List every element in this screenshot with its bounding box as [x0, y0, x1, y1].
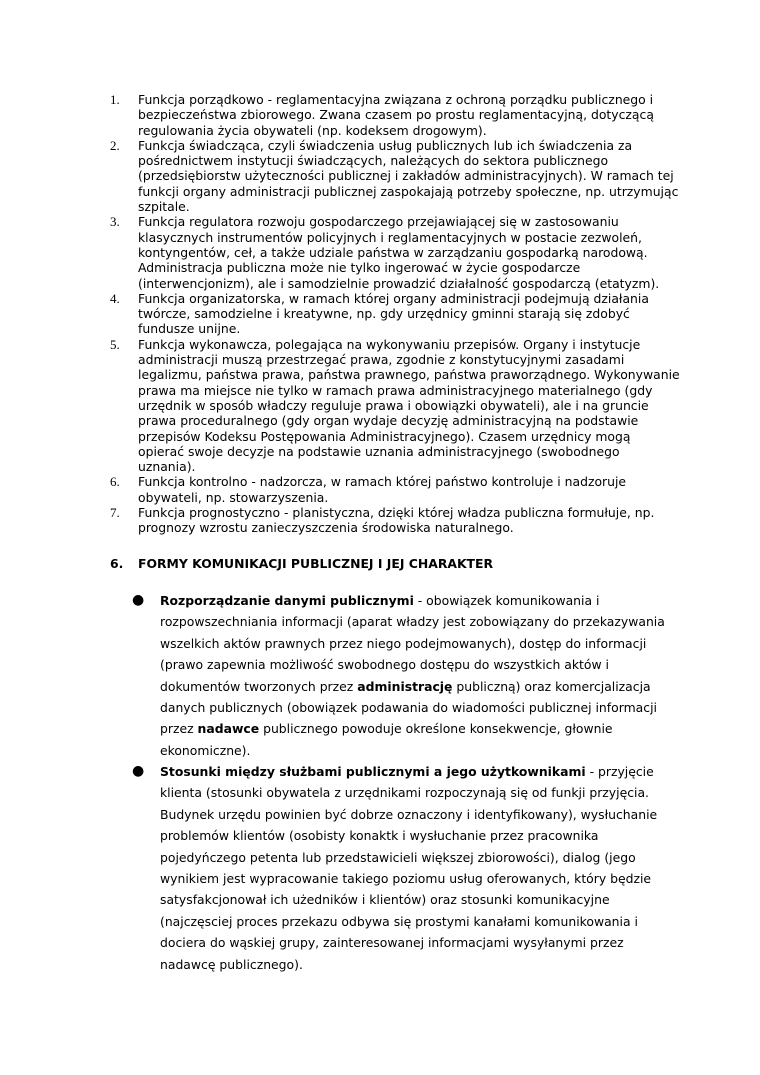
bullet-text: Stosunki między służbami publicznymi a jego użytkownikami - przyjęcie klienta (stosunki obywatela z urzędnikami rozpoczynają się od funkji przyjęcia. Budynek urzędu powinien być dobrze oznaczony i identyfikowany), wysłuchanie problemów klientów (osobisty konaktk i wysłuchanie przez pracownika pojedyńczego petenta lub przedstawicieli większej zbiorowości), dialog (jego wynikiem jest wypracowanie takiego poziomu usług oferowanych, który będzie satysfakcjonował ich użedników i klientów) oraz stosunki komunikacyjne (najczęsciej proces przekazu odbywa się prostymi kanałami komunikowania i dociera do wąskiej grupy, zainteresowanej informacjami wysyłanymi przez nadawcę publicznego).	[160, 764, 658, 972]
list-item-text: Funkcja organizatorska, w ramach której organy administracji podejmują działania twórcze, samodzielne i kreatywne, np. gdy urzędnicy gminni starają się zdobyć fundusze unijne.	[138, 290, 649, 337]
bullet-icon: ●	[132, 592, 145, 608]
bullet-item	[132, 761, 677, 975]
bullet-icon: ●	[132, 763, 145, 779]
list-item: 1. Funkcja porządkowo - reglamentacyjna związana z ochroną porządku publicznego i bezpieczeństwa zbiorowego. Zwana czasem po prostu reglamentacyjną, dotyczącą regulowania życia obywateli (np. kodeksem drogowym).	[110, 92, 654, 138]
list-item-text: Funkcja porządkowo - reglamentacyjna związana z ochroną porządku publicznego i bezpieczeństwa zbiorowego. Zwana czasem po prostu reglamentacyjną, dotyczącą regulowania życia obywateli (np. kodeksem drogowym).	[138, 92, 654, 138]
list-item: 7. Funkcja prognostyczno - planistyczna, dzięki której władza publiczna formułuje, np. prognozy wzrostu zanieczyszczenia środowiska naturalnego.	[110, 505, 655, 536]
functions-list	[110, 92, 680, 536]
bullet-text: Rozporządzanie danymi publicznymi - obowiązek komunikowania i rozpowszechniania informacji (aparat władzy jest zobowiązany do przekazywania wszelkich aktów prawnych przez niego podejmowanych), dostęp do informacji (prawo zapewnia możliwość swobodnego dostępu do wszystkich aktów i dokumentów tworzonych przez administrację publiczną) oraz komercjalizacja danych publicznych (obowiązek podawania do wiadomości publicznej informacji przez nadawce publicznego powoduje określone konsekwencje, głownie ekonomiczne).	[160, 593, 665, 758]
list-item: 5. Funkcja wykonawcza, polegająca na wykonywaniu przepisów. Organy i instytucje administracji muszą przestrzegać prawa, zgodnie z konstytucyjnymi zasadami legalizmu, państwa prawa, państwa prawnego, państwa praworządnego. Wykonywanie prawa ma miejsce nie tylko w ramach prawa administracyjnego materialnego (gdy urzędnik w sposób władczy reguluje prawa i obowiązki obywateli), ale i na gruncie prawa proceduralnego (gdy organ wydaje decyzję administracyjną na podstawie przepisów Kodeksu Postępowania Administracyjnego). Czasem urzędnicy mogą opierać swoje decyzje na podstawie uznania administracyjnego (swobodnego uznania).	[110, 336, 680, 475]
section-number: 6.	[110, 556, 124, 571]
list-item: 6. Funkcja kontrolno - nadzorcza, w ramach której państwo kontroluje i nadzoruje obywateli, np. stowarzyszenia.	[110, 474, 627, 505]
section-title: FORMY KOMUNIKACJI PUBLICZNEJ I JEJ CHARAKTER	[138, 556, 494, 571]
list-item-text: Funkcja prognostyczno - planistyczna, dzięki której władza publiczna formułuje, np. prognozy wzrostu zanieczyszczenia środowiska naturalnego.	[138, 505, 655, 536]
bullet-item	[132, 590, 677, 761]
list-item-text: Funkcja świadcząca, czyli świadczenia usług publicznych lub ich świadczenia za pośrednictwem instytucji świadczących, należących do sektora publicznego (przedsiębiorstw użyteczności publicznej i zakładów administracyjnych). W ramach tej funkcji organy administracji publicznej zaspokajają potrzeby społeczne, np. utrzymując szpitale.	[138, 137, 679, 215]
list-item-text: Funkcja wykonawcza, polegająca na wykonywaniu przepisów. Organy i instytucje administracji muszą przestrzegać prawa, zgodnie z konstytucyjnymi zasadami legalizmu, państwa prawa, państwa prawnego, państwa praworządnego. Wykonywanie prawa ma miejsce nie tylko w ramach prawa administracyjnego materialnego (gdy urzędnik w sposób władczy reguluje prawa i obowiązki obywateli), ale i na gruncie prawa proceduralnego (gdy organ wydaje decyzję administracyjną na podstawie przepisów Kodeksu Postępowania Administracyjnego). Czasem urzędnicy mogą opierać swoje decyzje na podstawie uznania administracyjnego (swobodnego uznania).	[138, 336, 680, 475]
list-item: 4. Funkcja organizatorska, w ramach której organy administracji podejmują działania twórcze, samodzielne i kreatywne, np. gdy urzędnicy gminni starają się zdobyć fundusze unijne.	[110, 290, 649, 337]
list-item-text: Funkcja regulatora rozwoju gospodarczego przejawiającej się w zastosowaniu klasycznych instrumentów policyjnych i reglamentacyjnych w postacie zezwoleń, kontyngentów, ceł, a także udziale państwa w zarządzaniu gospodarką narodową. Administracja publiczna może nie tylko ingerować w życie gospodarcze (interwencjonizm), ale i samodzielnie prowadzić działalność gospodarczą (etatyzm).	[138, 214, 660, 291]
list-item-text: Funkcja kontrolno - nadzorcza, w ramach której państwo kontroluje i nadzoruje obywateli, np. stowarzyszenia.	[138, 474, 627, 505]
list-item: 2. Funkcja świadcząca, czyli świadczenia usług publicznych lub ich świadczenia za pośrednictwem instytucji świadczących, należących do sektora publicznego (przedsiębiorstw użyteczności publicznej i zakładów administracyjnych). W ramach tej funkcji organy administracji publicznej zaspokajają potrzeby społeczne, np. utrzymując szpitale.	[110, 137, 679, 215]
list-item: 3. Funkcja regulatora rozwoju gospodarczego przejawiającej się w zastosowaniu klasycznych instrumentów policyjnych i reglamentacyjnych w postacie zezwoleń, kontyngentów, ceł, a także udziale państwa w zarządzaniu gospodarką narodową. Administracja publiczna może nie tylko ingerować w życie gospodarcze (interwencjonizm), ale i samodzielnie prowadzić działalność gospodarczą (etatyzm).	[110, 214, 660, 291]
section-heading	[110, 556, 670, 572]
